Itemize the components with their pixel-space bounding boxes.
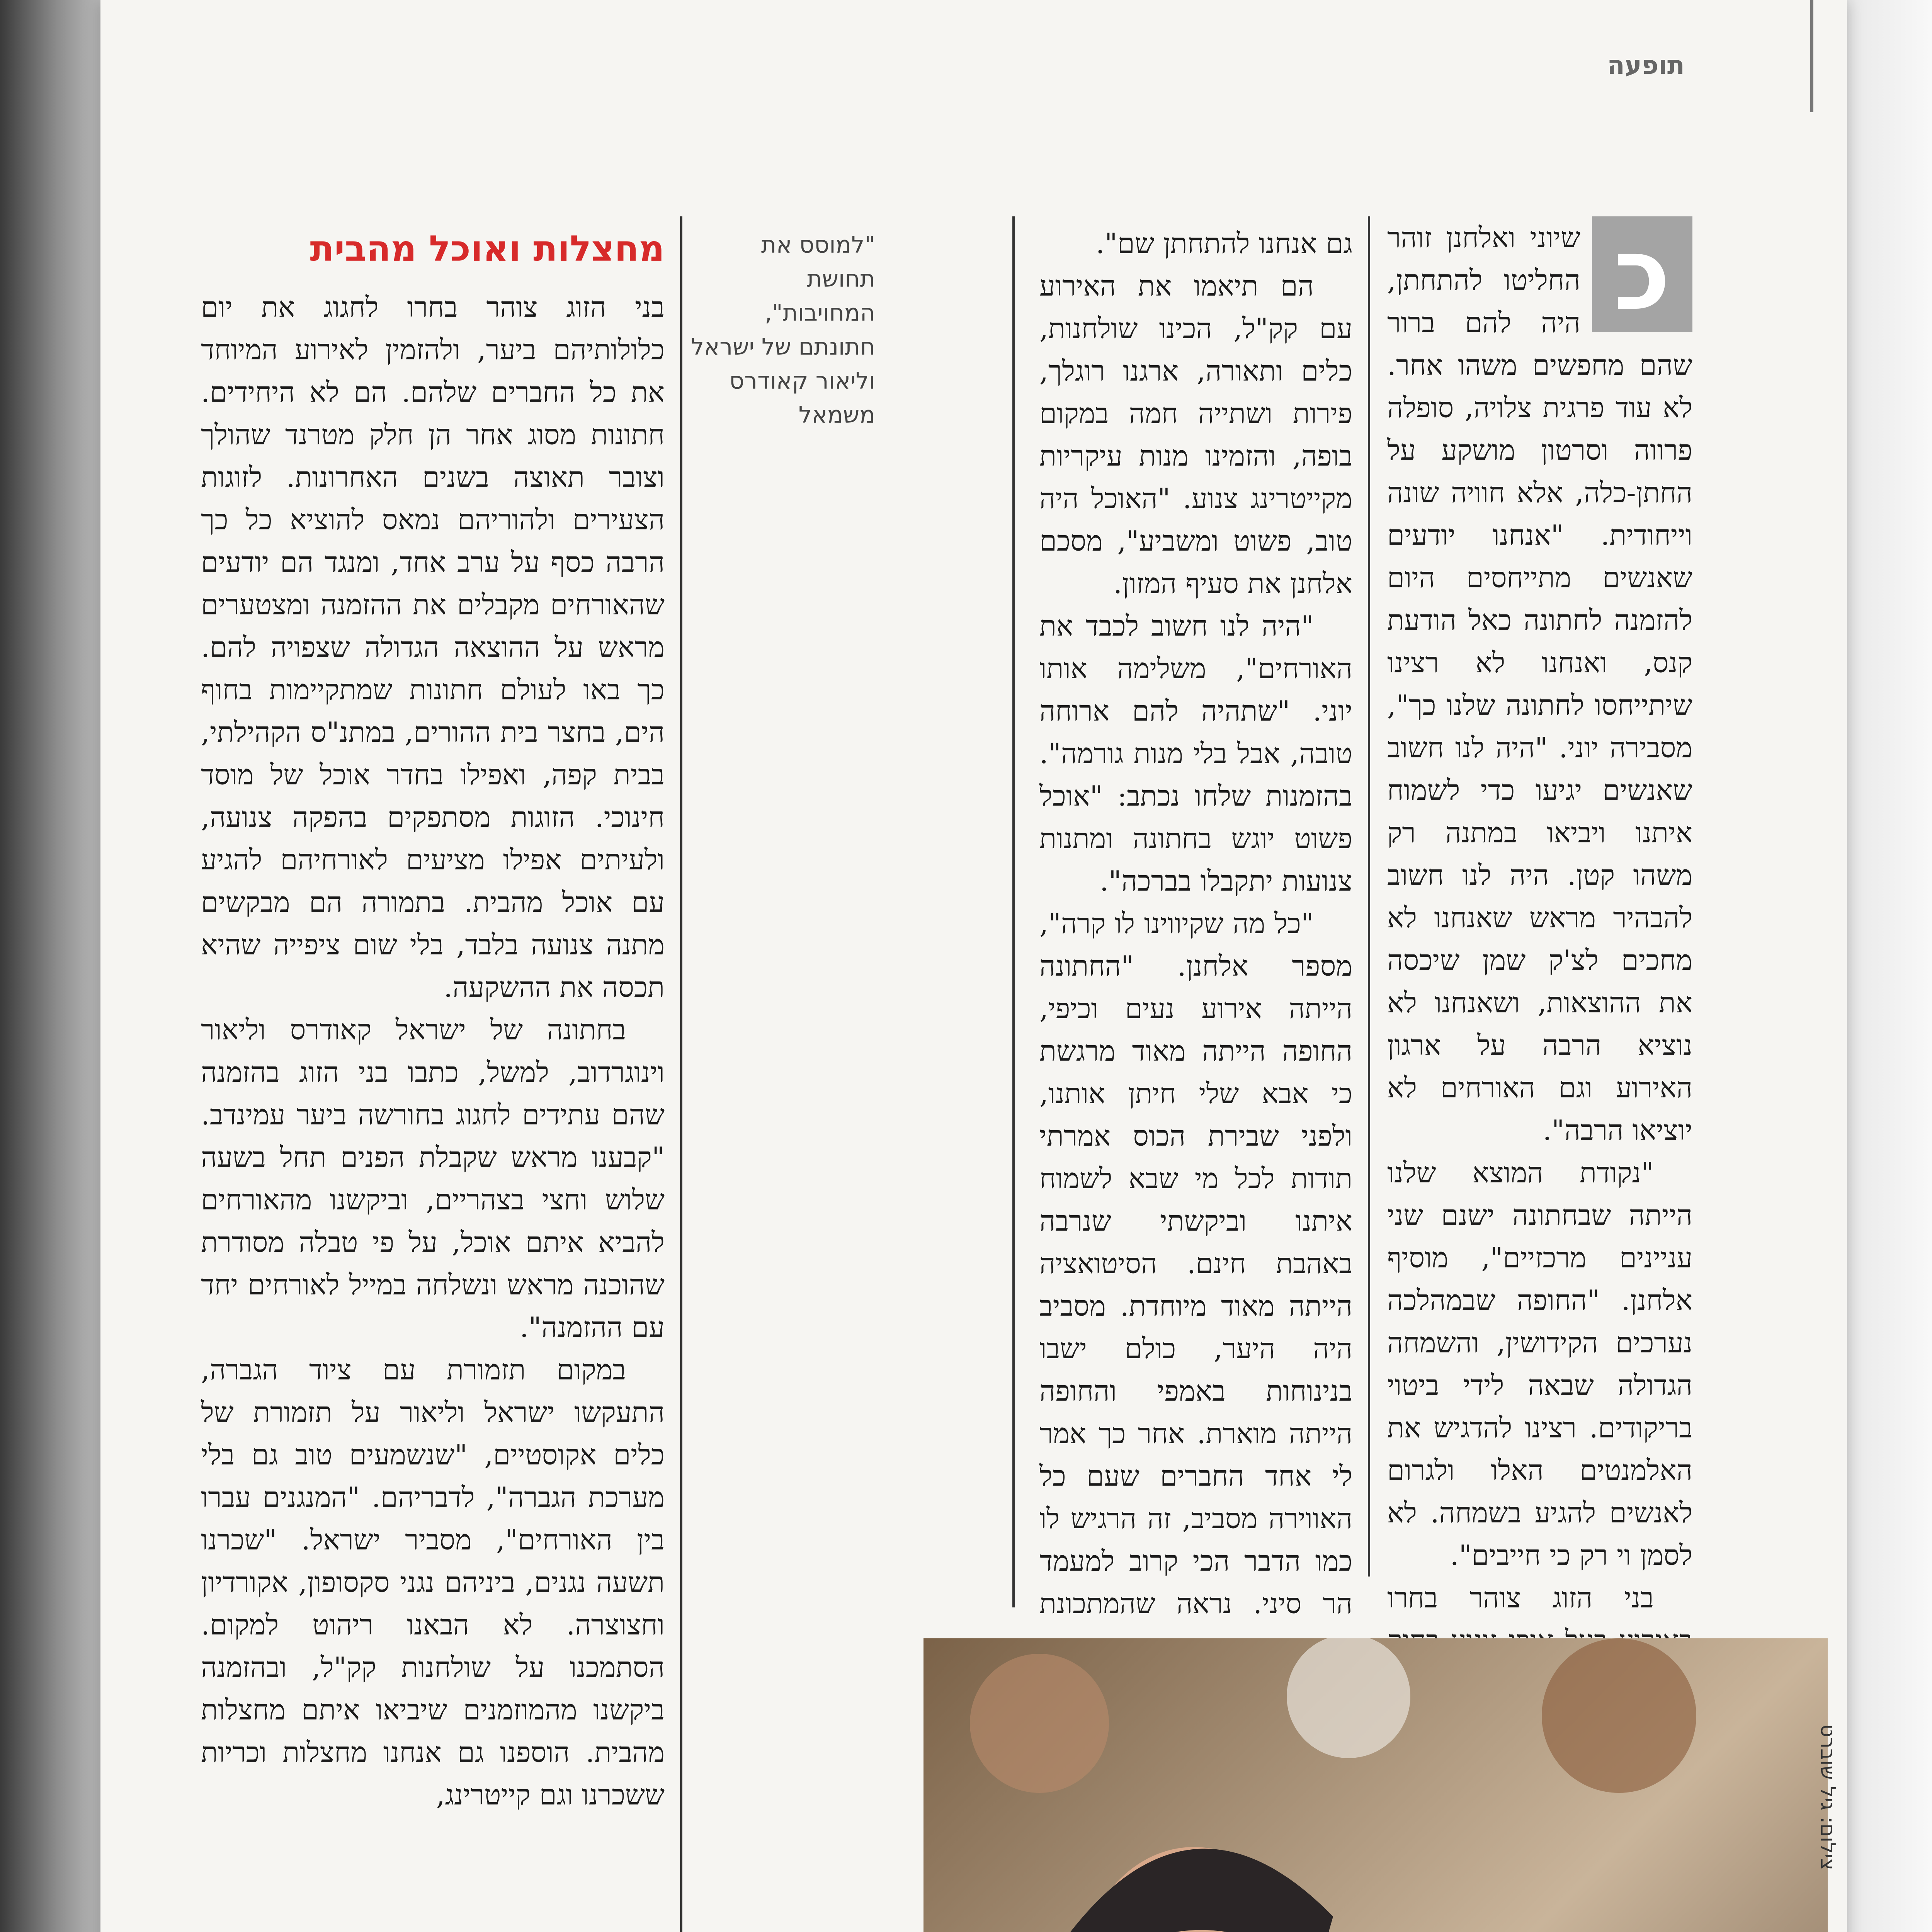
photo-caption: "למוסס את תחושת המחויבות", חתונתם של ישראל וליאור קאודרס משמאל bbox=[690, 231, 875, 429]
article-photo bbox=[923, 1638, 1828, 1932]
section-heading: מחצלות ואוכל מהבית bbox=[310, 228, 665, 269]
paragraph: הם תיאמו את האירוע עם קק"ל, הכינו שולחנות, כלים ותאורה, ארגנו רוגלך, פירות ושתייה חמה במקום בופה, והזמינו מנות עיקריות מקייטרינג צנוע. "האוכל היה טוב, פשוט ומשביע", מסכם אלחנן את סעיף המזון. bbox=[1039, 270, 1352, 600]
paragraph: בחתונה של ישראל קאודרס וליאור וינוגרדוב, למשל, כתבו בני הזוג בהזמנה שהם עתידים לחגוג בחורשה ביער עמינדב. "קבענו מראש שקבלת הפנים תחל בשעה שלוש וחצי בצהריים, וביקשנו מהאורחים להביא איתם אוכל, על פי טבלה מסודרת שהוכנה מראש ונשלחה במייל לאורחים יחד עם ההזמנה". bbox=[201, 1014, 665, 1344]
paragraph: גם אנחנו להתחתן שם". bbox=[1095, 227, 1352, 260]
paragraph: בני הזוג צוהר בחרו bbox=[1387, 1582, 1654, 1614]
magazine-page bbox=[100, 0, 1847, 1932]
article-column-2 bbox=[1039, 222, 1352, 1620]
section-tab: תופעה bbox=[1607, 50, 1685, 80]
photo-credit: צילום: גיל שוברט bbox=[1816, 1724, 1839, 1870]
photo-illustration bbox=[923, 1638, 1828, 1932]
article-column-3 bbox=[201, 286, 665, 1932]
column-divider bbox=[680, 216, 682, 1932]
page-edge bbox=[1847, 0, 1932, 1932]
header-divider bbox=[1810, 0, 1813, 112]
drop-cap: כ bbox=[1592, 216, 1692, 332]
paragraph: במקום תזמורת עם ציוד הגברה, התעקשו ישראל וליאור על תזמורת של כלים אקוסטיים, "שנשמעים טוב גם בלי מערכת הגברה", לדבריהם. "המנגנים עברו בין האורחים", מסביר ישראל. "שכרנו תשעה נגנים, ביניהם נגני סקסופון, אקורדיון וחצוצרה. לא הבאנו ריהוט למקום. הסתמכנו על שולחנות קק"ל, ובהזמנה ביקשנו מהמוזמנים שיביאו איתם מחצלות מהבית. הוספנו גם אנחנו מחצלות וכריות ששכרנו וגם קייטרינג, bbox=[201, 1354, 665, 1811]
column-divider bbox=[1012, 216, 1015, 1607]
paragraph: "נקודת המוצא שלנו הייתה שבחתונה ישנם שני עניינים מרכזיים", מוסיף אלחנן. "החופה שבמהלכה נערכים הקידושין, והשמחה הגדולה שבאה לידי ביטוי בריקודים. רצינו להדגיש את האלמנטים האלו ולגרום לאנשים להגיע בשמחה. לא לסמן וי רק כי חייבים". bbox=[1387, 1156, 1692, 1571]
column-divider bbox=[1368, 216, 1370, 1577]
paragraph: "כל מה שקיווינו לו קרה", מספר אלחנן. "החתונה הייתה אירוע נעים וכיפי, החופה הייתה מאוד מרגשת כי אבא שלי חיתן אותנו, ולפני שבירת הכוס אמרתי תודות לכל מי שבא לשמוח איתנו וביקשתי שנרבה באהבת חינם. הסיטואציה הייתה מאוד מיוחדת. מסביב היה היער, כולם ישבו בנינוחות באמפי והחופה הייתה מוארת. אחר כך אמר לי אחד החברים שעם כל האווירה מסביב, זה הרגיש לו כמו הדבר הכי קרוב למעמד הר סיני. נראה שהמתכונת bbox=[1039, 907, 1352, 1620]
paragraph: "היה לנו חשוב לכבד את האורחים", משלימה אותו יוני. "שתהיה להם ארוחה טובה, אבל בלי מנות גורמה". בהזמנות שלחו נכתב: "אוכל פשוט יוגש בחתונה ומתנות צנועות יתקבלו בברכה". bbox=[1039, 610, 1352, 897]
paragraph: בני הזוג צוהר בחרו לחגוג את יום כלולותיהם ביער, ולהזמין לאירוע המיוחד את כל החברים שלהם. הם לא היחידים. חתונות מסוג אחר הן חלק מטרנד שהולך וצובר תאוצה בשנים האחרונות. לזוגות הצעירים ולהוריהם נמאס להוציא כל כך הרבה כסף על ערב אחד, ומנגד הם יודעים שהאורחים מקבלים את ההזמנה ומצטערים מראש על ההוצאה הגדולה שצפויה להם. כך באו לעולם חתונות שמתקיימות בחוף הים, בחצר בית ההורים, במתנ"ס הקהילתי, בבית קפה, ואפילו בחדר אוכל של מוסד חינוכי. הזוגות מסתפקים בהפקה צנועה, ולעיתים אפילו מציעים לאורחיהם להגיע עם אוכל מהבית. בתמורה הם מבקשים מתנה צנועה בלבד, בלי שום ציפייה שהיא תכסה את ההשקעה. bbox=[201, 291, 665, 1003]
paragraph: שיוני ואלחנן זוהר החליטו להתחתן, היה להם ברור שהם מחפשים משהו אחר. לא עוד פרגית צלויה, סופלה פרווה וסרטון מושקע על החתן-כלה, אלא חוויה שונה וייחודית. "אנחנו יודעים שאנשים מתייחסים היום להזמנה לחתונה כאל הודעת קנס, ואנחנו לא רצינו שיתייחסו לחתונה שלנו כך", מסבירה יוני. "היה לנו חשוב שאנשים יגיעו כדי לשמוח איתנו ויביאו במתנה רק משהו קטן. היה לנו חשוב להבהיר מראש שאנחנו לא מחכים לצ'ק שמן שיכסה את ההוצאות, ושאנחנו לא נוציא הרבה על ארגון האירוע וגם האורחים לא יוציאו הרבה". bbox=[1387, 221, 1692, 1146]
article-column-1 bbox=[1387, 216, 1692, 1614]
